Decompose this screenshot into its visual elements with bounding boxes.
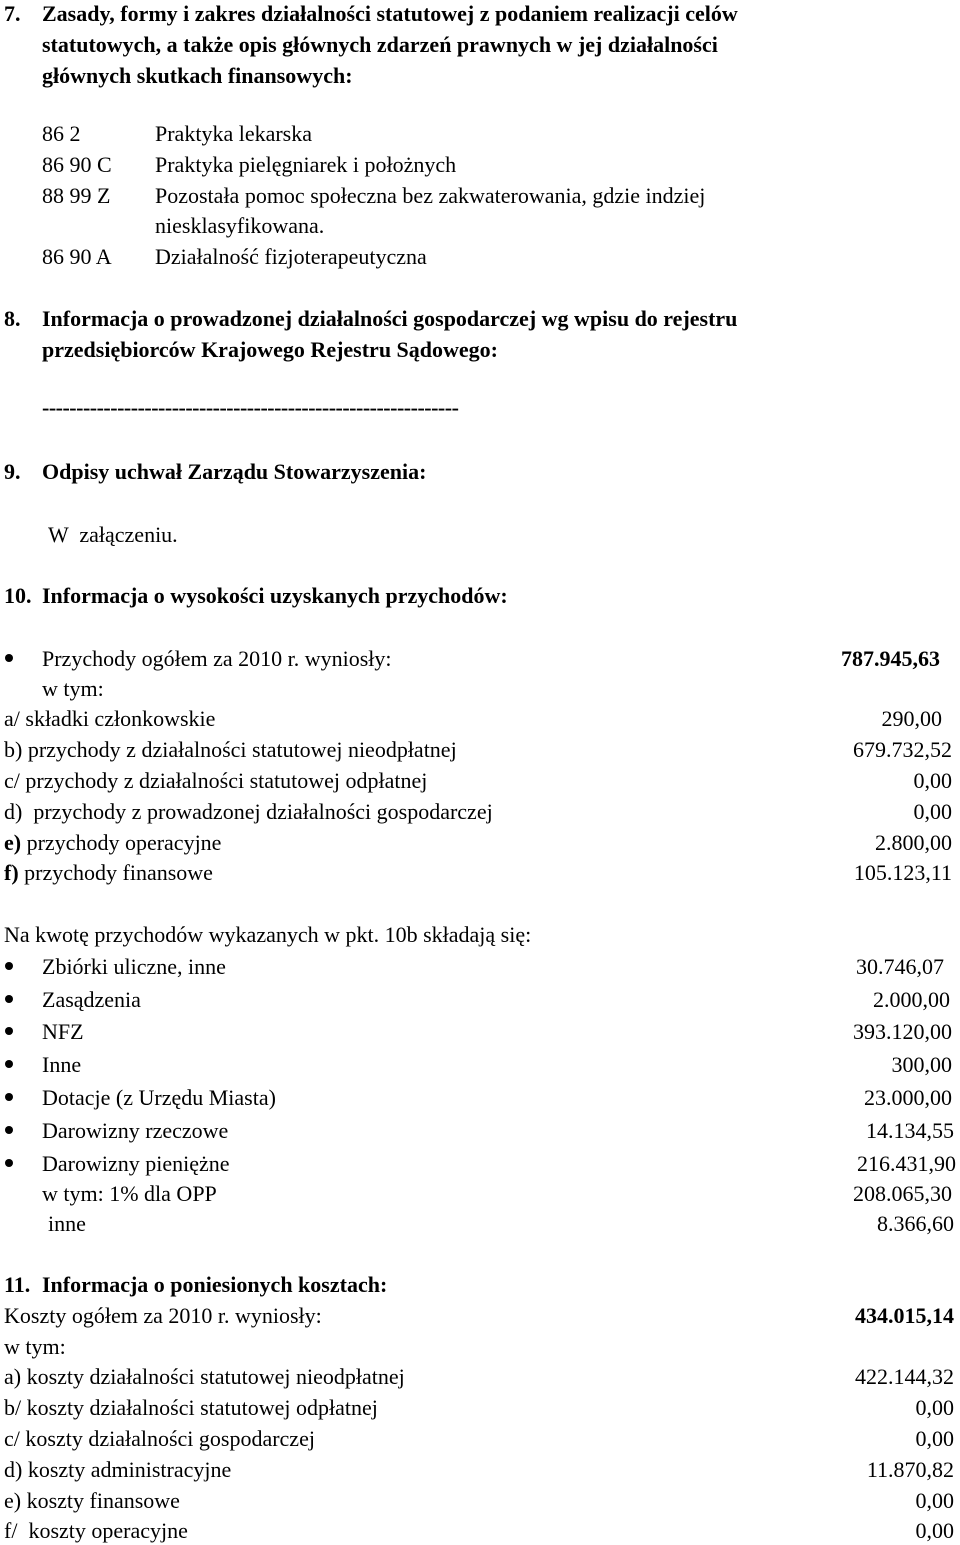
breakdown-value: 2.000,00	[873, 987, 950, 1012]
section-11-number: 11.	[4, 1272, 31, 1297]
bullet-icon	[5, 1126, 13, 1134]
revenue-item-label: c/ przychody z działalności statutowej odpłatnej	[4, 768, 428, 793]
breakdown-value: 300,00	[891, 1052, 952, 1077]
breakdown-label: Zbiórki uliczne, inne	[42, 954, 226, 979]
pkd-description: Działalność fizjoterapeutyczna	[155, 244, 427, 269]
revenue-item-text: przychody operacyjne	[21, 830, 222, 855]
revenue-item-value: 2.800,00	[875, 830, 952, 855]
revenue-item-value: 0,00	[913, 768, 952, 793]
sub-breakdown-label: w tym: 1% dla OPP	[42, 1181, 217, 1206]
pkd-code: 86 2	[42, 121, 81, 146]
pkd-description: Praktyka pielęgniarek i położnych	[155, 152, 457, 177]
cost-item-value: 0,00	[915, 1518, 954, 1543]
section-8-dashes: -------------------------------------------------------------	[42, 395, 459, 420]
sub-breakdown-value: 208.065,30	[853, 1181, 952, 1206]
revenue-total-label: Przychody ogółem za 2010 r. wyniosły:	[42, 646, 392, 671]
bullet-icon	[5, 1159, 13, 1167]
cost-item-label: a) koszty działalności statutowej nieodpłatnej	[4, 1364, 405, 1389]
cost-item-label: d) koszty administracyjne	[4, 1457, 232, 1482]
revenue-item-value: 105.123,11	[853, 860, 952, 885]
breakdown-value: 14.134,55	[866, 1118, 954, 1143]
bullet-icon	[5, 1027, 13, 1035]
bullet-icon	[5, 654, 13, 662]
cost-item-label: f/ koszty operacyjne	[4, 1518, 188, 1543]
revenue-item-label: b) przychody z działalności statutowej nieodpłatnej	[4, 737, 457, 762]
section-8-number: 8.	[4, 306, 21, 331]
bullet-icon	[5, 995, 13, 1003]
section-9-title: Odpisy uchwał Zarządu Stowarzyszenia:	[42, 459, 427, 484]
section-8-title-line-1: Informacja o prowadzonej działalności gospodarczej wg wpisu do rejestru	[42, 306, 738, 331]
pkd-code: 86 90 C	[42, 152, 112, 177]
revenue-item-letter: e)	[4, 830, 22, 855]
breakdown-label: NFZ	[42, 1019, 84, 1044]
section-8-title-line-2: przedsiębiorców Krajowego Rejestru Sądowego:	[42, 337, 499, 362]
bullet-icon	[5, 962, 13, 970]
revenue-item-text: przychody finansowe	[18, 860, 213, 885]
sub-breakdown-value: 8.366,60	[877, 1211, 954, 1236]
pkd-code: 88 99 Z	[42, 183, 111, 208]
section-9-text: W załączeniu.	[48, 522, 178, 547]
section-10-title: Informacja o wysokości uzyskanych przychodów:	[42, 583, 508, 608]
cost-item-value: 0,00	[915, 1426, 954, 1451]
sub-breakdown-label: inne	[48, 1211, 86, 1236]
revenue-item-label: d) przychody z prowadzonej działalności gospodarczej	[4, 799, 493, 824]
section-9-number: 9.	[4, 459, 21, 484]
section-7-title-line-1: Zasady, formy i zakres działalności statutowej z podaniem realizacji celów	[42, 1, 738, 26]
section-7-title-line-2: statutowych, a także opis głównych zdarzeń prawnych w jej działalności	[42, 32, 718, 57]
breakdown-label: Dotacje (z Urzędu Miasta)	[42, 1085, 276, 1110]
cost-item-value: 0,00	[915, 1395, 954, 1420]
bullet-icon	[5, 1093, 13, 1101]
cost-item-value: 422.144,32	[855, 1364, 954, 1389]
cost-item-value: 11.870,82	[866, 1457, 954, 1482]
revenue-item-value: 0,00	[913, 799, 952, 824]
section-11-title: Informacja o poniesionych kosztach:	[42, 1272, 388, 1297]
pkd-code: 86 90 A	[42, 244, 112, 269]
breakdown-value: 23.000,00	[864, 1085, 952, 1110]
pkd-description: Pozostała pomoc społeczna bez zakwaterowania, gdzie indziej	[155, 183, 706, 208]
cost-item-label: e) koszty finansowe	[4, 1488, 180, 1513]
revenue-item-value: 679.732,52	[853, 737, 952, 762]
breakdown-value: 393.120,00	[853, 1019, 952, 1044]
breakdown-label: Zasądzenia	[42, 987, 141, 1012]
costs-w-tym: w tym:	[4, 1334, 66, 1359]
revenue-item-label	[4, 832, 221, 854]
revenue-item-label: a/ składki członkowskie	[4, 706, 216, 731]
section-7-number: 7.	[4, 1, 21, 26]
breakdown-value: 216.431,90	[857, 1151, 956, 1176]
breakdown-label: Darowizny pieniężne	[42, 1151, 230, 1176]
section-7-title-line-3: głównych skutkach finansowych:	[42, 63, 353, 88]
costs-total-label: Koszty ogółem za 2010 r. wyniosły:	[4, 1303, 322, 1328]
section-10-number: 10.	[4, 583, 32, 608]
revenue-w-tym: w tym:	[42, 676, 104, 701]
cost-item-value: 0,00	[915, 1488, 954, 1513]
breakdown-label: Inne	[42, 1052, 82, 1077]
pkd-description-continued: niesklasyfikowana.	[155, 213, 325, 238]
pkd-description: Praktyka lekarska	[155, 121, 312, 146]
cost-item-label: b/ koszty działalności statutowej odpłatnej	[4, 1395, 378, 1420]
revenue-item-label	[4, 862, 213, 884]
revenue-item-value: 290,00	[881, 706, 942, 731]
revenue-total-value: 787.945,63	[841, 646, 940, 671]
breakdown-label: Darowizny rzeczowe	[42, 1118, 229, 1143]
revenue-item-letter: f)	[4, 860, 19, 885]
costs-total-value: 434.015,14	[855, 1303, 954, 1328]
bullet-icon	[5, 1060, 13, 1068]
cost-item-label: c/ koszty działalności gospodarczej	[4, 1426, 315, 1451]
breakdown-intro: Na kwotę przychodów wykazanych w pkt. 10b składają się:	[4, 922, 532, 947]
breakdown-value: 30.746,07	[856, 954, 944, 979]
